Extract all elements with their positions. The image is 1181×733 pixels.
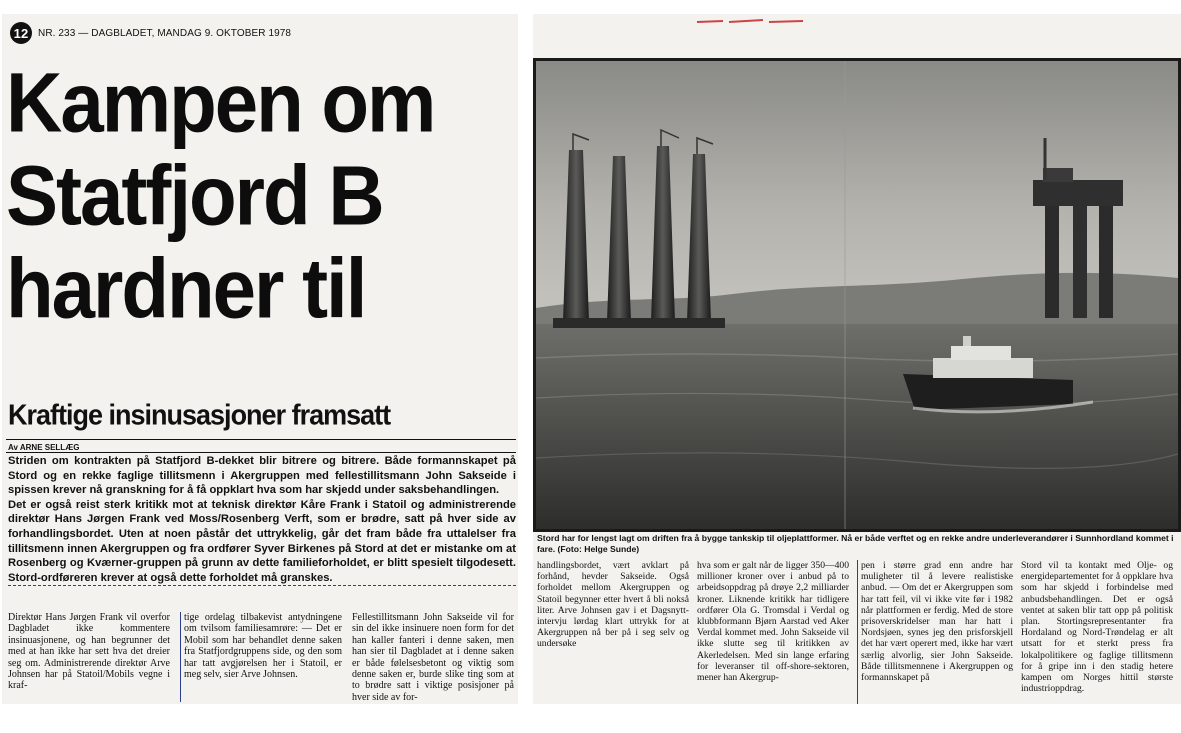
- left-newspaper-page: [2, 14, 518, 704]
- byline-rule-top: [6, 439, 516, 440]
- body-column-2: tige ordelag tilbakevist antydningene om tvilsom familiesamrøre: — Det er Mobil som har behandlet denne saken fra Statfjordgruppens side, og den som har tatt avgjørelsen her i Statoil, er meg selv, sier Arve Johnsen.: [180, 612, 342, 702]
- body-column-1: Direktør Hans Jørgen Frank vil overfor Dagbladet ikke kommentere insinuasjonene, og han begrunner det med at han ikke har sett hva det dreier seg om. Administrerende direktør Arve Johnsen har på Statoil/Mobils vegne i kraf-: [8, 612, 170, 692]
- lead-paragraph-2: Det er også reist sterk kritikk mot at teknisk direktør Kåre Frank i Statoil og administrerende direktør Hans Jørgen Frank ved Moss/Rosenberg Verft, som er brødre, satt på hver side av forhandlingsbordet. Uten at noen påstår det uttrykkelig, går det fram både fra uttalelser fra tillitsmenn innen Akergruppen og fra ordfører Syver Birkenes på Stord at det er mistanke om at Rosenberg og Kværner-gruppen på grunn av dette familieforholdet, er blitt spesielt tilgodesett. Stord-ordføreren krever at også dette forholdet må granskes.: [8, 498, 516, 587]
- right-column-4: Stord vil ta kontakt med Olje- og energidepartementet for å oppklare hva som har skjedd i forbindelse med anbudsbehandlingen. Det er også ventet at saken blir tatt opp på politisk plan. Stortingsrepresentanter fra Hordaland og Nord-Trøndelag er alt utsatt for et sterkt press fra lokalpolitikere og faglige tillitsmenn for å gripe inn i den stadig hetere kampen om Norges hittil største industrioppdrag.: [1021, 560, 1173, 695]
- page-header: [10, 22, 291, 44]
- byline-rule-bottom: [6, 452, 516, 453]
- lead-text: [8, 454, 516, 586]
- right-column-2: hva som er galt når de ligger 350—400 millioner kroner over i anbud på to arbeidsoppdrag på drøye 2,2 milliarder kroner. Liknende kritikk har tidligere ordfører Ola G. Tromsdal i Verdal og klubbformann Bjørn Aarstad ved Aker Verdal kommet med. John Sakseide vil ikke slutte seg til kritikken av Akerledelsen. Med sin lange erfaring for leveranser til off-shore-sektoren, mener han Akergrup-: [697, 560, 849, 684]
- lead-paragraph-1: Striden om kontrakten på Statfjord B-dekket blir bitrere og bitrere. Både formannskapet på Stord og en rekke faglige tillitsmenn i Akergruppen med fellestillitsmann John Sakseide i spissen krever nå granskning for å få oppklart hva som har skjedd under saksbehandlingen.: [8, 455, 516, 497]
- right-column-1: handlingsbordet, vært avklart på forhånd, hevder Sakseide. Også forholdet mellom Akergruppen og Statoil begynner etter hvert å bli nokså liter. Arve Johnsen gav i et Dagsnytt-intervju lørdag klart uttrykk for at Akergruppen nå ber på i seg selv og undersøke: [537, 560, 689, 650]
- right-body-columns: [537, 560, 1173, 704]
- body-column-3: Fellestillitsmann John Sakseide vil for sin del ikke insinuere noen form for det han kaller fanteri i denne saken, men han sier til Dagbladet at i denne saken er både følelsesbetont og viktig som denne saken er, burde slike ting som at to brødre satt i viktige posisjoner på hver side av for-: [352, 612, 514, 702]
- masthead-dateline: NR. 233 — DAGBLADET, MANDAG 9. OKTOBER 1978: [38, 27, 292, 39]
- right-column-3: pen i større grad enn andre har muligheter til å levere realistiske anbud. — Om det er Akergruppen som har tatt feil, vil vi ikke vite før i 1982 når plattformen er ferdig. Med de store prisoverskridelser man har hatt i Nordsjøen, synes jeg den prisforskjell det har vært operert med, ikke har vært særlig alvorlig, sier John Sakseide. Både tillitsmennene i Akergruppen og formannskapet på: [857, 560, 1013, 704]
- platform-photo: [533, 58, 1181, 532]
- body-columns: [8, 612, 514, 702]
- headline: [6, 56, 518, 335]
- headline-line-2: Statfjord B: [6, 147, 383, 243]
- byline: Av ARNE SELLÆG: [8, 443, 80, 452]
- headline-line-1: Kampen om: [6, 54, 435, 150]
- page-number: 12: [10, 22, 32, 44]
- headline-line-3: hardner til: [6, 240, 366, 336]
- subheadline: Kraftige insinusasjoner framsatt: [8, 399, 391, 431]
- red-stamp-mark: [693, 16, 813, 26]
- right-newspaper-page: [533, 14, 1181, 704]
- photo-caption: Stord har for lengst lagt om driften fra å bygge tankskip til oljeplattformer. Nå er både verftet og en rekke andre underleverandører i Sunnhordland kommet i fare. (Foto: Helge Sunde): [537, 533, 1174, 554]
